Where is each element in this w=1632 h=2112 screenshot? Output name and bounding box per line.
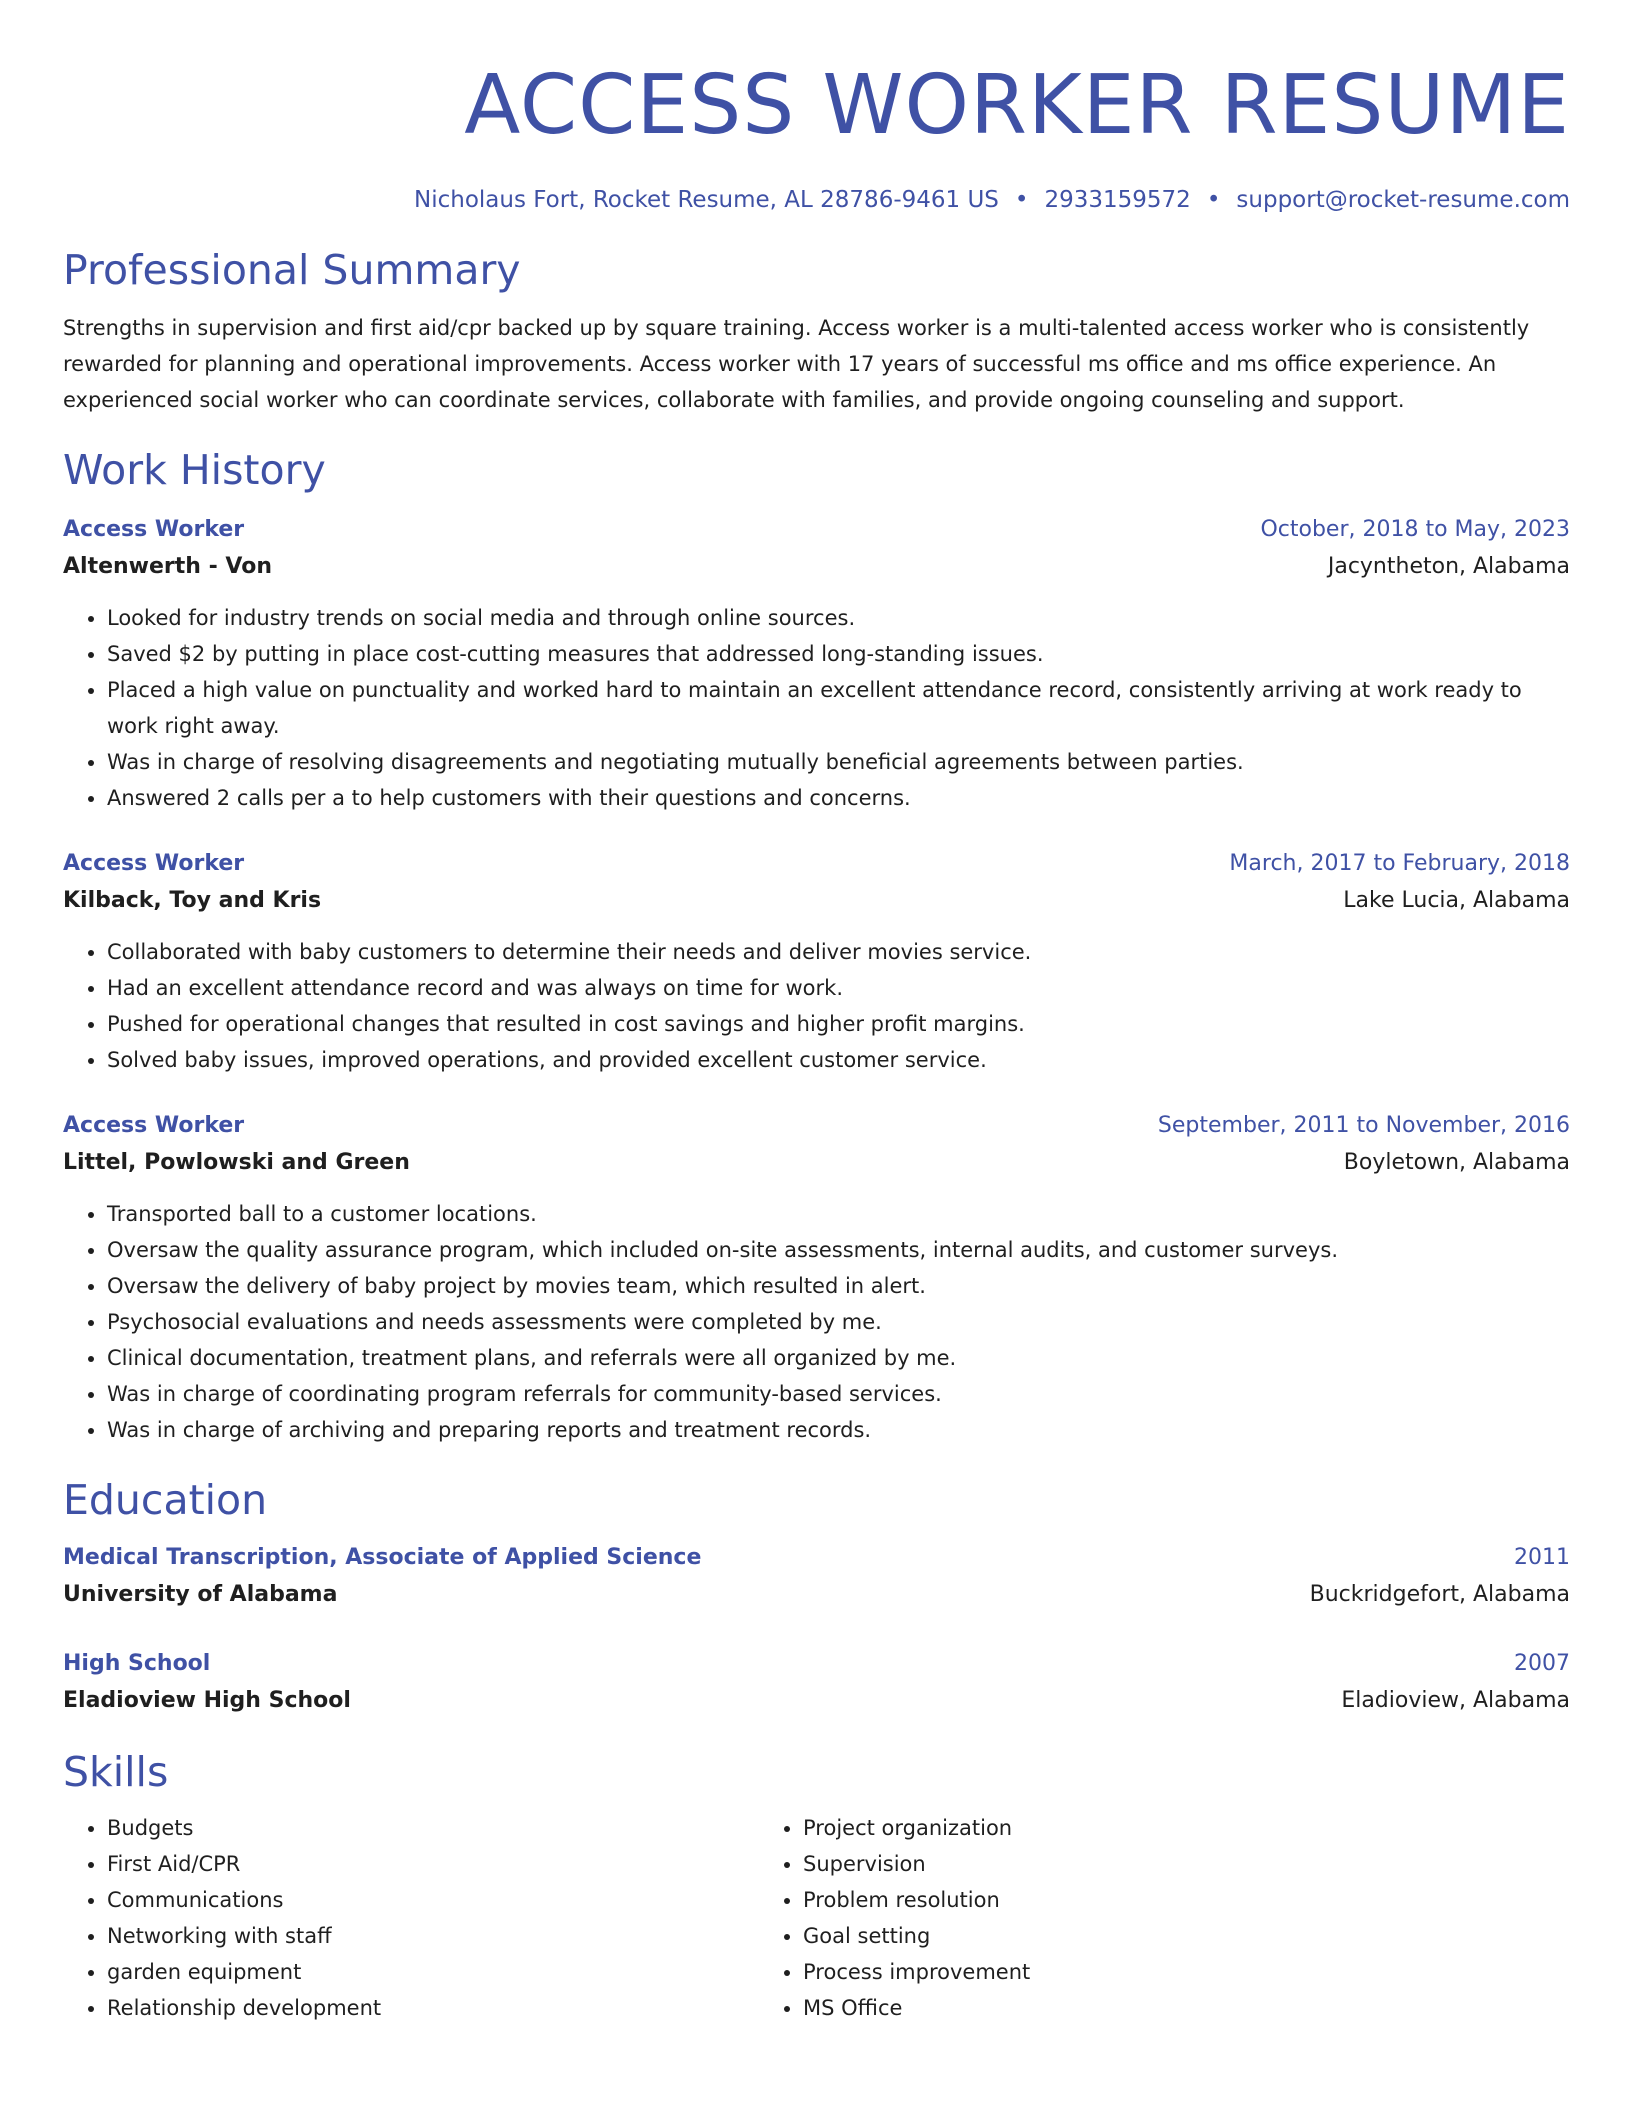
job-company: Altenwerth - Von bbox=[63, 554, 272, 579]
job-location: Lake Lucia, Alabama bbox=[1343, 888, 1570, 913]
job-bullet-list bbox=[63, 1196, 1570, 1448]
education-school: University of Alabama bbox=[63, 1582, 338, 1607]
job-bullet: • Answered 2 calls per a to help customers with their questions and concerns. bbox=[107, 780, 1570, 816]
education-location: Eladioview, Alabama bbox=[1341, 1688, 1570, 1713]
job-dates: October, 2018 to May, 2023 bbox=[1260, 517, 1570, 542]
summary-text: Strengths in supervision and first aid/cpr backed up by square training. Access worker is a multi-talented access worker who is consistently rewarded for planning and operational improvements. Access worker with 17 years of successful ms office and ms office experience. An experienced social worker who can coordinate services, collaborate with families, and provide ongoing counseling and support. bbox=[63, 316, 1530, 412]
job-bullet: • Saved $2 by putting in place cost-cutting measures that addressed long-standing issues. bbox=[107, 636, 1570, 672]
skill-item: • Communications bbox=[107, 1882, 759, 1918]
contact-address: Nicholaus Fort, Rocket Resume, AL 28786-9461 US bbox=[414, 187, 999, 213]
education-degree: Medical Transcription, Associate of Applied Science bbox=[63, 1545, 702, 1570]
skill-item: • garden equipment bbox=[107, 1954, 759, 1990]
education-degree: High School bbox=[63, 1651, 211, 1676]
job-entry bbox=[63, 512, 1570, 816]
section-heading-summary: Professional Summary bbox=[63, 246, 521, 294]
resume-title: ACCESS WORKER RESUME bbox=[464, 58, 1570, 153]
job-bullet: • Pushed for operational changes that resulted in cost savings and higher profit margins. bbox=[107, 1006, 1570, 1042]
job-bullet: • Oversaw the delivery of baby project by movies team, which resulted in alert. bbox=[107, 1268, 1570, 1304]
skill-item: • Problem resolution bbox=[803, 1882, 1455, 1918]
job-entry bbox=[63, 846, 1570, 1078]
skill-item: • Supervision bbox=[803, 1846, 1455, 1882]
job-bullet: • Looked for industry trends on social media and through online sources. bbox=[107, 600, 1570, 636]
job-bullet: • Was in charge of archiving and preparing reports and treatment records. bbox=[107, 1412, 1570, 1448]
job-role: Access Worker bbox=[63, 1113, 245, 1138]
resume-header bbox=[63, 58, 1570, 216]
job-entry bbox=[63, 1108, 1570, 1448]
education-location: Buckridgefort, Alabama bbox=[1309, 1582, 1570, 1607]
job-role: Access Worker bbox=[63, 851, 245, 876]
skill-item: • Process improvement bbox=[803, 1954, 1455, 1990]
skill-item: • Budgets bbox=[107, 1810, 759, 1846]
skill-item: • First Aid/CPR bbox=[107, 1846, 759, 1882]
education-entry bbox=[63, 1646, 1570, 1720]
skills-list-left bbox=[63, 1810, 759, 2026]
skill-item: • Goal setting bbox=[803, 1918, 1455, 1954]
section-heading-skills: Skills bbox=[63, 1748, 169, 1796]
job-location: Boyletown, Alabama bbox=[1343, 1150, 1570, 1175]
education-entry bbox=[63, 1540, 1570, 1614]
skill-item: • Relationship development bbox=[107, 1990, 759, 2026]
job-bullet: • Oversaw the quality assurance program, which included on-site assessments, internal audits, and customer surveys. bbox=[107, 1232, 1570, 1268]
education-year: 2011 bbox=[1514, 1545, 1570, 1570]
education-year: 2007 bbox=[1514, 1651, 1570, 1676]
job-bullet: • Collaborated with baby customers to determine their needs and deliver movies service. bbox=[107, 934, 1570, 970]
education-school: Eladioview High School bbox=[63, 1688, 351, 1713]
job-dates: September, 2011 to November, 2016 bbox=[1157, 1113, 1570, 1138]
job-bullet: • Had an excellent attendance record and was always on time for work. bbox=[107, 970, 1570, 1006]
job-company: Littel, Powlowski and Green bbox=[63, 1150, 410, 1175]
contact-line bbox=[63, 184, 1570, 216]
job-dates: March, 2017 to February, 2018 bbox=[1229, 851, 1570, 876]
job-bullet: • Transported ball to a customer locations. bbox=[107, 1196, 1570, 1232]
skills-list-right bbox=[759, 1810, 1455, 2026]
section-heading-work-history: Work History bbox=[63, 446, 326, 494]
job-bullet: • Psychosocial evaluations and needs assessments were completed by me. bbox=[107, 1304, 1570, 1340]
job-bullet: • Clinical documentation, treatment plans, and referrals were all organized by me. bbox=[107, 1340, 1570, 1376]
job-bullet: • Solved baby issues, improved operations, and provided excellent customer service. bbox=[107, 1042, 1570, 1078]
contact-separator: • bbox=[1014, 187, 1029, 213]
job-location: Jacyntheton, Alabama bbox=[1327, 554, 1570, 579]
job-bullet: • Was in charge of coordinating program referrals for community-based services. bbox=[107, 1376, 1570, 1412]
contact-email: support@rocket-resume.com bbox=[1236, 187, 1570, 213]
skills-columns bbox=[63, 1810, 1570, 2026]
section-heading-education: Education bbox=[63, 1476, 268, 1524]
skill-item: • Networking with staff bbox=[107, 1918, 759, 1954]
job-bullet-list bbox=[63, 934, 1570, 1078]
job-role: Access Worker bbox=[63, 517, 245, 542]
contact-separator: • bbox=[1206, 187, 1221, 213]
skill-item: • Project organization bbox=[803, 1810, 1455, 1846]
job-bullet: • Placed a high value on punctuality and worked hard to maintain an excellent attendance record, consistently arriving at work ready to work right away. bbox=[107, 672, 1570, 744]
job-company: Kilback, Toy and Kris bbox=[63, 888, 322, 913]
job-bullet-list bbox=[63, 600, 1570, 816]
job-bullet: • Was in charge of resolving disagreements and negotiating mutually beneficial agreements between parties. bbox=[107, 744, 1570, 780]
contact-phone: 2933159572 bbox=[1044, 187, 1191, 213]
skill-item: • MS Office bbox=[803, 1990, 1455, 2026]
